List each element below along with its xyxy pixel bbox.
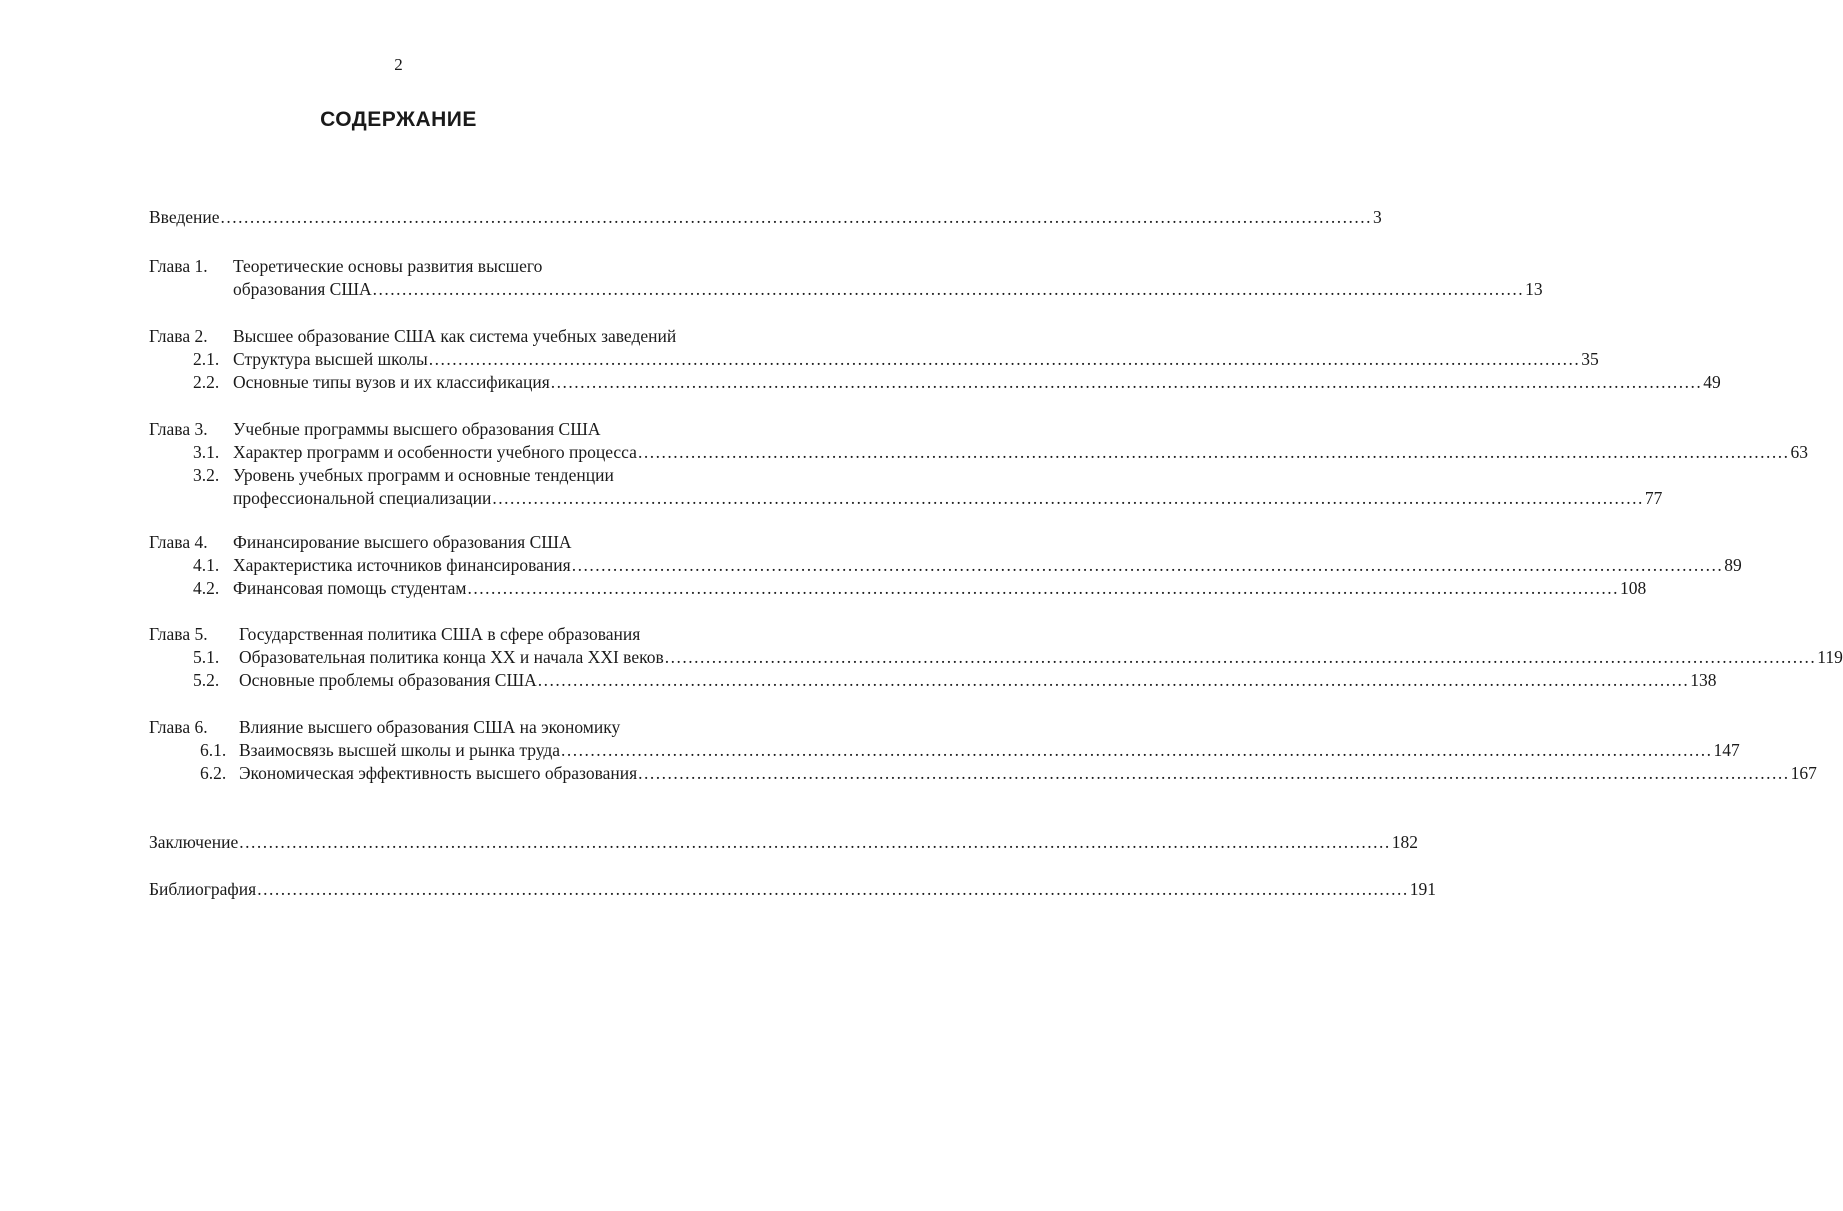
toc-entry-section-4-2[interactable] [233, 576, 1647, 600]
toc-entry-title: образования США [233, 279, 372, 299]
toc-entry-title: Библиография [149, 879, 257, 899]
chapter-4-label: Глава 4. [149, 532, 208, 552]
section-6-2-number: 6.2. [200, 763, 227, 783]
chapter-6-label: Глава 6. [149, 717, 208, 737]
toc-page-number: 13 [1525, 279, 1543, 299]
toc-page-number: 89 [1724, 555, 1742, 575]
toc-entry-bibliography[interactable] [149, 877, 1436, 901]
page-number: 2 [394, 55, 403, 74]
toc-entry-title: Основные типы вузов и их классификация [233, 372, 550, 392]
dot-leader: .................................................................................................................................................................................................... [637, 442, 1790, 462]
toc-entry-title: Характер программ и особенности учебного процесса [233, 442, 637, 462]
toc-entry-title: Экономическая эффективность высшего образования [239, 763, 638, 783]
section-3-1-number: 3.1. [193, 442, 220, 462]
toc-page-number: 3 [1373, 207, 1382, 227]
toc-entry-title: Образовательная политика конца XX и начала XXI веков [239, 647, 664, 667]
toc-entry-section-3-1[interactable] [233, 440, 1808, 464]
dot-leader: .................................................................................................................................................................................................... [492, 488, 1644, 508]
toc-page-number: 119 [1817, 647, 1843, 667]
toc-entry-conclusion[interactable] [149, 830, 1418, 854]
toc-entry-section-5-2[interactable] [239, 668, 1717, 692]
dot-leader: .................................................................................................................................................................................................... [220, 207, 1373, 227]
toc-entry-section-5-1[interactable] [239, 645, 1843, 669]
dot-leader: .................................................................................................................................................................................................... [561, 740, 1713, 760]
section-4-2-number: 4.2. [193, 578, 220, 598]
toc-page-number: 108 [1619, 578, 1647, 598]
section-5-2-number: 5.2. [193, 670, 220, 690]
toc-entry-section-2-2[interactable] [233, 370, 1721, 394]
toc-entry-section-3-2[interactable] [233, 486, 1663, 510]
toc-entry-section-4-1[interactable] [233, 553, 1742, 577]
toc-page-number: 63 [1790, 442, 1808, 462]
toc-page-number: 35 [1581, 349, 1599, 369]
section-2-1-number: 2.1. [193, 349, 220, 369]
toc-page-number: 167 [1790, 763, 1817, 783]
page-title: СОДЕРЖАНИЕ [320, 108, 477, 131]
chapter-5-label: Глава 5. [149, 624, 208, 644]
chapter-1-title: Теоретические основы развития высшего [233, 256, 543, 276]
toc-entry-title: Заключение [149, 832, 239, 852]
dot-leader: .................................................................................................................................................................................................... [372, 279, 1525, 299]
section-3-2-number: 3.2. [193, 465, 220, 485]
chapter-2-label: Глава 2. [149, 326, 208, 346]
chapter-3-label: Глава 3. [149, 419, 208, 439]
section-2-2-number: 2.2. [193, 372, 220, 392]
toc-entry-title: Взаимосвязь высшей школы и рынка труда [239, 740, 561, 760]
dot-leader: .................................................................................................................................................................................................... [638, 763, 1790, 783]
section-5-1-number: 5.1. [193, 647, 220, 667]
section-6-1-number: 6.1. [200, 740, 227, 760]
toc-entry-title: Введение [149, 207, 220, 227]
toc-entry-title: Основные проблемы образования США [239, 670, 537, 690]
toc-entry-section-2-1[interactable] [233, 347, 1599, 371]
toc-entry-section-6-2[interactable] [239, 761, 1817, 785]
dot-leader: .................................................................................................................................................................................................... [550, 372, 1703, 392]
toc-entry-intro[interactable] [149, 205, 1382, 229]
toc-page-number: 138 [1690, 670, 1717, 690]
dot-leader: .................................................................................................................................................................................................... [664, 647, 1817, 667]
dot-leader: .................................................................................................................................................................................................... [571, 555, 1724, 575]
dot-leader: .................................................................................................................................................................................................... [467, 578, 1619, 598]
toc-page-number: 147 [1713, 740, 1740, 760]
chapter-2-title: Высшее образование США как система учебных заведений [233, 326, 677, 346]
toc-page-number: 77 [1644, 488, 1663, 508]
dot-leader: .................................................................................................................................................................................................... [537, 670, 1690, 690]
chapter-5-title: Государственная политика США в сфере образования [239, 624, 641, 644]
section-4-1-number: 4.1. [193, 555, 220, 575]
chapter-6-title: Влияние высшего образования США на экономику [239, 717, 621, 737]
dot-leader: .................................................................................................................................................................................................... [239, 832, 1391, 852]
toc-page-number: 49 [1703, 372, 1721, 392]
toc-entry-title: Структура высшей школы [233, 349, 428, 369]
toc-page-number: 182 [1391, 832, 1418, 852]
toc-entry-chapter-1[interactable] [233, 277, 1543, 301]
toc-entry-title: Финансовая помощь студентам [233, 578, 467, 598]
toc-page-number: 191 [1409, 879, 1436, 899]
dot-leader: .................................................................................................................................................................................................... [257, 879, 1409, 899]
toc-entry-title: Характеристика источников финансирования [233, 555, 571, 575]
dot-leader: .................................................................................................................................................................................................... [428, 349, 1581, 369]
chapter-1-label: Глава 1. [149, 256, 208, 276]
chapter-4-title: Финансирование высшего образования США [233, 532, 572, 552]
chapter-3-title: Учебные программы высшего образования США [233, 419, 601, 439]
toc-entry-section-6-1[interactable] [239, 738, 1740, 762]
toc-entry-title: профессиональной специализации [233, 488, 492, 508]
section-3-2-title: Уровень учебных программ и основные тенденции [233, 465, 614, 485]
